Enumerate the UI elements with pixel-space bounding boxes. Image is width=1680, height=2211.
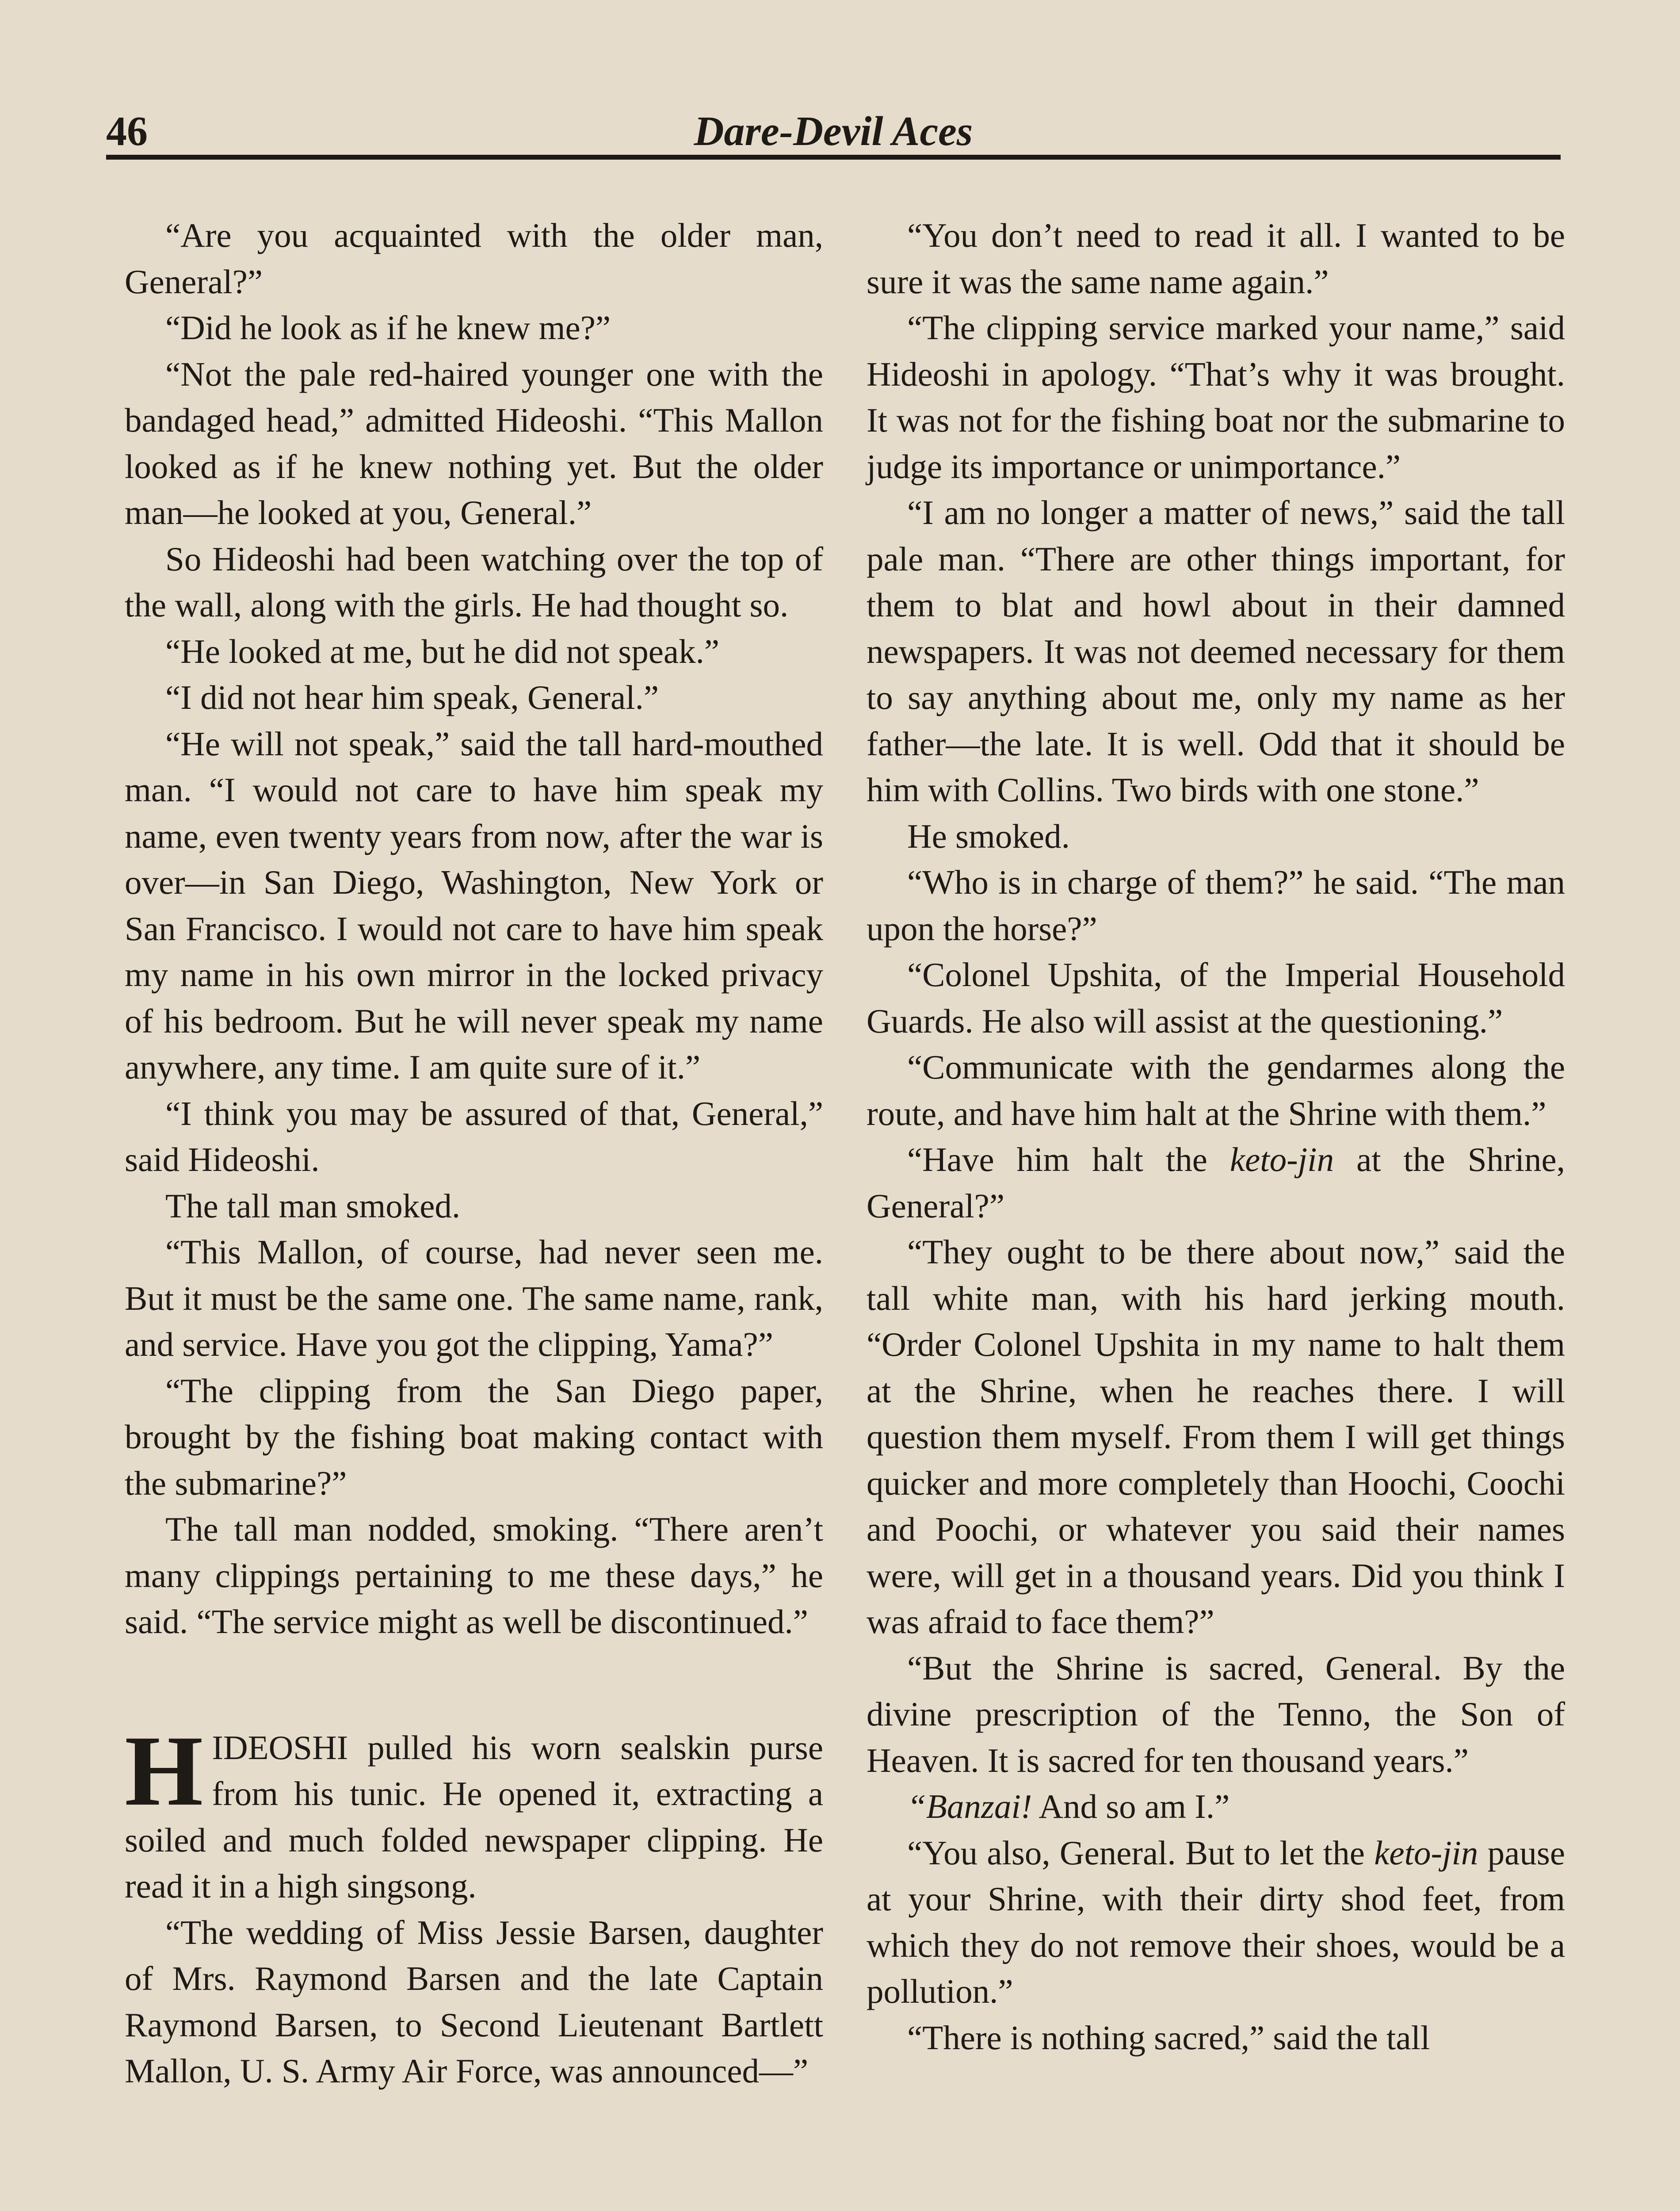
paragraph: “He will not speak,” said the tall hard-mouthed man. “I would not care to have him speak my name, even twenty years from now, after the war is over—in San Diego, Washington, New York or San Francisco. I would not care to have him speak my name in his own mirror in the locked privacy of his bedroom. But he will never speak my name anywhere, any time. I am quite sure of it.” (125, 724, 823, 1086)
paragraph: “Are you acquainted with the older man, General?” (125, 216, 823, 301)
italic-term: keto-jin (1374, 1833, 1478, 1872)
paragraph (867, 1830, 1565, 2015)
text-run: “Have him halt the (907, 1140, 1230, 1178)
paragraph: “You don’t need to read it all. I wanted to be sure it was the same name again.” (867, 216, 1565, 301)
drop-cap-paragraph-text: IDEOSHI pulled his worn sealskin purse from his tunic. He opened it, extracting a soiled and much folded newspaper clipping. He read it in a high singsong. (125, 1728, 823, 1905)
right-column (867, 212, 1565, 2061)
running-title: Dare-Devil Aces (694, 108, 973, 154)
paragraph: “He looked at me, but he did not speak.” (165, 632, 720, 670)
left-column (125, 212, 823, 2094)
paragraph: “They ought to be there about now,” said the tall white man, with his hard jerking mouth. “Order Colonel Upshita in my name to halt them at the Shrine, when he reaches there. I will question them myself. From them I will get things quicker and more completely than Hoochi, Coochi and Poochi, or whatever you said their names were, will get in a thousand years. Did you think I was afraid to face them?” (867, 1233, 1565, 1641)
paragraph: The tall man smoked. (165, 1186, 461, 1225)
drop-cap-paragraph (125, 1715, 823, 1909)
paragraph: “Colonel Upshita, of the Imperial Household Guards. He also will assist at the questioning.” (867, 956, 1565, 1040)
paragraph: He smoked. (907, 817, 1070, 855)
text-run: at the Shrine, General?” (867, 1140, 1565, 1225)
paragraph: “The wedding of Miss Jessie Barsen, daughter of Mrs. Raymond Barsen and the late Captain Raymond Barsen, to Second Lieutenant Bartlett Mallon, U. S. Army Air Force, was announced—” (125, 1913, 823, 2090)
paragraph: “Did he look as if he knew me?” (165, 309, 611, 347)
page-header (106, 102, 1561, 160)
paragraph: So Hideoshi had been watching over the top of the wall, along with the girls. He had thought so. (125, 539, 823, 624)
paragraph: “The clipping from the San Diego paper, brought by the fishing boat making contact with the submarine?” (125, 1371, 823, 1502)
paragraph: “There is nothing sacred,” said the tall (907, 2018, 1430, 2057)
paragraph (867, 1136, 1565, 1229)
drop-cap: H (125, 1715, 203, 1827)
paragraph: “Communicate with the gendarmes along the route, and have him halt at the Shrine with them.” (867, 1048, 1565, 1132)
paragraph (867, 1783, 1565, 1830)
paragraph: “I think you may be assured of that, General,” said Hideoshi. (125, 1094, 823, 1178)
italic-term: “Banzai! (907, 1787, 1032, 1825)
italic-term: keto-jin (1229, 1140, 1334, 1178)
text-run: And so am I.” (1032, 1787, 1230, 1825)
page-number: 46 (106, 108, 148, 154)
paragraph: “This Mallon, of course, had never seen me. But it must be the same one. The same name, rank, and service. Have you got the clipping, Yama?” (125, 1233, 823, 1363)
paragraph: “Not the pale red-haired younger one with the bandaged head,” admitted Hideoshi. “This Mallon looked as if he knew nothing yet. But the older man—he looked at you, General.” (125, 355, 823, 532)
paragraph: “The clipping service marked your name,” said Hideoshi in apology. “That’s why it was brought. It was not for the fishing boat nor the submarine to judge its importance or unimportance.” (867, 309, 1565, 486)
paragraph: “But the Shrine is sacred, General. By the divine prescription of the Tenno, the Son of Heaven. It is sacred for ten thousand years.” (867, 1649, 1565, 1779)
paragraph: The tall man nodded, smoking. “There aren’t many clippings pertaining to me these days,” he said. “The service might as well be discontinued.” (125, 1510, 823, 1641)
paragraph: “I did not hear him speak, General.” (165, 678, 659, 716)
text-run: pause at your Shrine, with their dirty shod feet, from which they do not remove their shoes, would be a pollution.” (867, 1833, 1565, 2010)
text-run: “You also, General. But to let the (907, 1833, 1375, 1872)
paragraph: “Who is in charge of them?” he said. “The man upon the horse?” (867, 863, 1565, 948)
paragraph: “I am no longer a matter of news,” said the tall pale man. “There are other things important, for them to blat and howl about in their damned newspapers. It was not deemed necessary for them to say anything about me, only my name as her father—the late. It is well. Odd that it should be him with Collins. Two birds with one stone.” (867, 493, 1565, 809)
